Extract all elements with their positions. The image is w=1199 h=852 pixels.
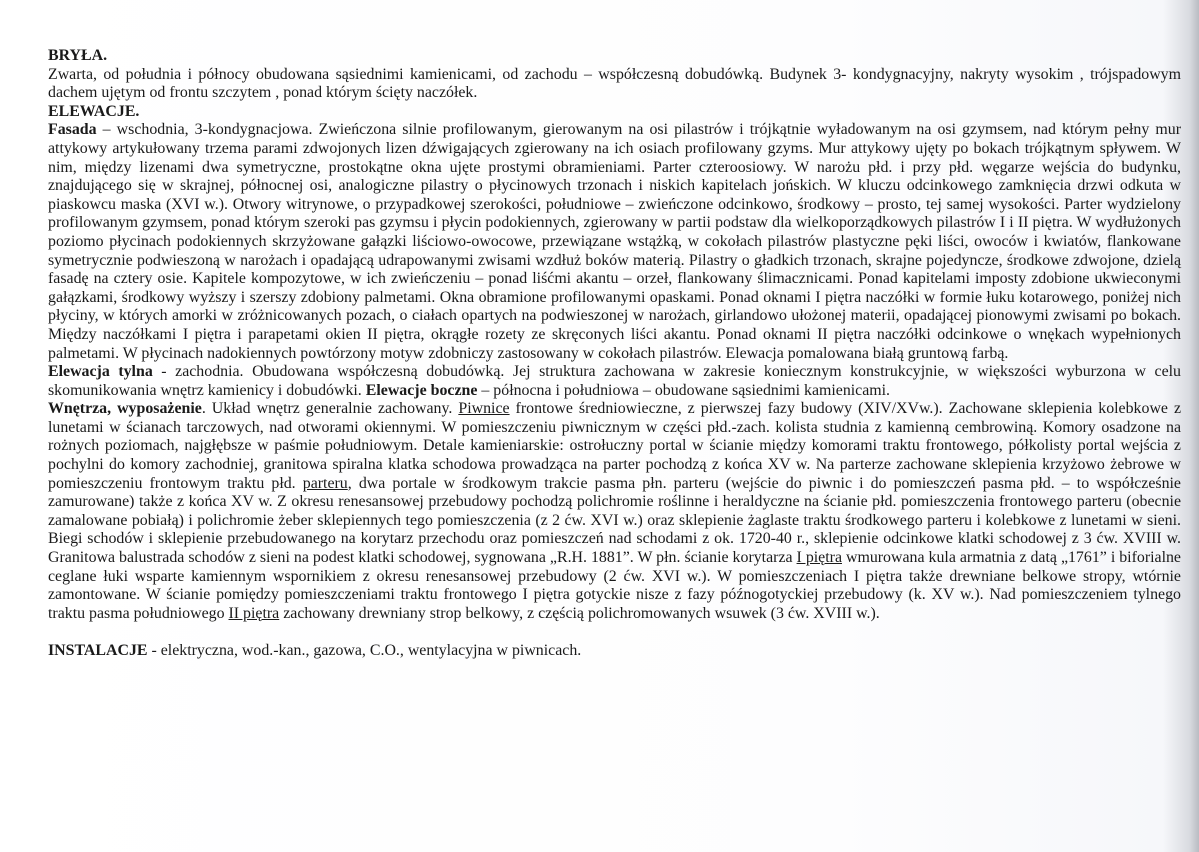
piwnice-term: Piwnice — [458, 400, 510, 418]
document-page — [48, 47, 1181, 661]
wnetrza-text: frontowe średniowieczne, z pierwszej fazy budowy (XIV/XVw.). Zachowane sklepienia kolebkowe z lunetami w ścianach tarczowych, nad otworami okiennymi. W pomieszczeniu piwnicznym w części płd.-zach. kolista studnia z kamienną cembrowiną. Komory osadzone na rożnych poziomach, najgłębsze w paśmie południowym. Detale kamieniarskie: ostrołuczny portal w ścianie między komorami traktu frontowego, półkolisty portal wejścia z pochylni do komory zachodniej, granitowa spiralna klatka schodowa prowadząca na parter pochodzą z końca XV w. Na parterze zachowane sklepienia krzyżowo żebrowe w pomieszczeniu frontowym traktu płd. — [48, 400, 1182, 492]
parteru-term: parteru — [302, 474, 348, 492]
fasada-text: – wschodnia, 3-kondygnacjowa. Zwieńczona silnie profilowanym, gierowanym na osi pilastrów i trójkątnie wyładowanym na osi gzymsem, nad którym pełny mur attykowy artykułowany trzema parami zdwojonych lizen dźwigających zgierowany na ich osiach profilowany gzyms. Mur attykowy ujęty po bokach trójkątnym spływem. W nim, między lizenami dwa symetryczne, prostokątne okna ujęte prostymi obramieniami. Parter czteroosiowy. W narożu płd. i przy płd. węgarze wejścia do budynku, znajdującego się w skrajnej, północnej osi, analogiczne pilastry o płycinowych trzonach i niskich kapitelach jońskich. W kluczu odcinkowego zamknięcia drzwi odkuta w piaskowcu maska (XVI w.). Otwory witrynowe, o przypadkowej szerokości, południowe – zwieńczone odcinkowo, środkowy – prosto, tej samej wysokości. Parter wydzielony profilowanym gzymsem, ponad którym szeroki pas gzymsu i płycin podokiennych, zgierowany w partii podstaw dla wielkoporządkowych pilastrów I i II piętra. W wydłużonych poziomo płycinach podokiennych skrzyżowane gałązki liściowo-owocowe, przewiązane wstążką, w cokołach pilastrów plastyczne pęki liści, owoców i kwiatów, flankowane symetrycznie podwieszoną w narożach i opadającą udrapowanymi zwisami wzdłuż boków materią. Pilastry o gładkich trzonach, skrajne pojedyncze, środkowe zdwojone, dzielą fasadę na cztery osie. Kapitele kompozytowe, w ich zwieńczeniu – ponad liśćmi akantu – orzeł, flankowany ślimacznicami. Ponad kapitelami imposty zdobione ukwieconymi gałązkami, środkowy wyższy i szerszy zdobiony palmetami. Okna obramione profilowanymi opaskami. Ponad oknami I piętra naczółki w formie łuku kotarowego, poniżej nich płyciny, w których amorki w zróżnicowanych pozach, o ciałach opartych na podwieszonej w narożach, girlandowo ułożonej materii, opadającej pionowymi zwisami po bokach. Między naczółkami I piętra i parapetami okien II piętra, okrągłe rozety ze skręconych liści akantu. Ponad oknami II piętra naczółki odcinkowe o wnękach wypełnionych palmetami. W płycinach nadokiennych powtórzony motyw zdobniczy zastosowany w cokołach pilastrów. Elewacja pomalowana białą gruntową farbą. — [48, 121, 1181, 362]
elewacja-tylna-paragraph — [48, 363, 1181, 400]
section-heading-elewacje: ELEWACJE. — [48, 102, 140, 120]
boczne-text: – północna i południowa – obudowane sąsiednimi kamienicami. — [477, 381, 891, 399]
wnetrza-text: . Układ wnętrz generalnie zachowany. — [201, 400, 459, 418]
wnetrza-label: Wnętrza, wyposażenie — [48, 400, 202, 418]
boczne-label: Elewacje boczne — [365, 381, 478, 399]
spacer — [48, 623, 1181, 642]
tylna-text: - zachodnia. Obudowana współczesną dobudówką. Jej struktura zachowana w zakresie koniecznym konstrukcyjnie, w większości wyburzona w celu skomunikowania wnętrz kamienicy i dobudówki. — [48, 363, 1181, 399]
bryla-paragraph: Zwarta, od południa i północy obudowana sąsiednimi kamienicami, od zachodu – współczesną dobudówką. Budynek 3- kondygnacyjny, nakryty wysokim , trójspadowym dachem ujętym od frontu szczytem , ponad którym ścięty naczółek. — [48, 65, 1181, 102]
ii-pietra-term: II piętra — [228, 604, 280, 622]
wnetrza-text: , dwa portale w środkowym trakcie pasma płn. parteru (wejście do piwnic i do pomieszczeń pasma płd. – to współcześnie zamurowane) także z końca XV w. Z okresu renesansowej przebudowy pochodzą polichromie roślinne i heraldyczne na ścianie płd. pomieszczenia frontowego parteru (obecnie zamalowane pobiałą) i polichromie żeber sklepiennych tego pomieszczenia (z 2 ćw. XVI w.) oraz sklepienie żaglaste traktu środkowego parteru i kolebkowe z lunetami w sieni. Biegi schodów i sklepienie przebudowanego na korytarz przechodu oraz pomieszczeń nad schodami z ok. 1720-40 r., sklepienie odcinkowe klatki schodowej z 3 ćw. XVIII w. Granitowa balustrada schodów z sieni na podest klatki schodowej, sygnowana „R.H. 1881”. W płn. ścianie korytarza — [48, 474, 1181, 567]
instalacje-paragraph — [48, 642, 1181, 661]
instalacje-label: INSTALACJE — [48, 642, 148, 659]
section-heading-bryla: BRYŁA. — [48, 47, 108, 64]
wnetrza-text: zachowany drewniany strop belkowy, z częścią polichromowanych wsuwek (3 ćw. XVIII w.). — [279, 604, 880, 622]
i-pietra-term: I piętra — [796, 549, 842, 567]
wnetrza-paragraph — [48, 400, 1181, 623]
instalacje-text: - elektryczna, wod.-kan., gazowa, C.O., wentylacyjna w piwnicach. — [147, 642, 582, 659]
tylna-label: Elewacja tylna — [48, 363, 153, 381]
fasada-paragraph — [48, 121, 1181, 363]
fasada-label: Fasada — [48, 121, 97, 139]
wnetrza-text: wmurowana kula armatnia z datą „1761” i biforialne ceglane łuki wsparte kamiennym wspornikiem z okresu renesansowej przebudowy (2 ćw. XVI w.). W pomieszczeniach I piętra także drewniane belkowe stropy, wtórnie zamontowane. W ścianie pomiędzy pomieszczeniami traktu frontowego I piętra gotyckie nisze z fazy późnogotyckiej przebudowy (k. XV w.). Nad pomieszczeniem tylnego traktu pasma południowego — [48, 549, 1181, 622]
